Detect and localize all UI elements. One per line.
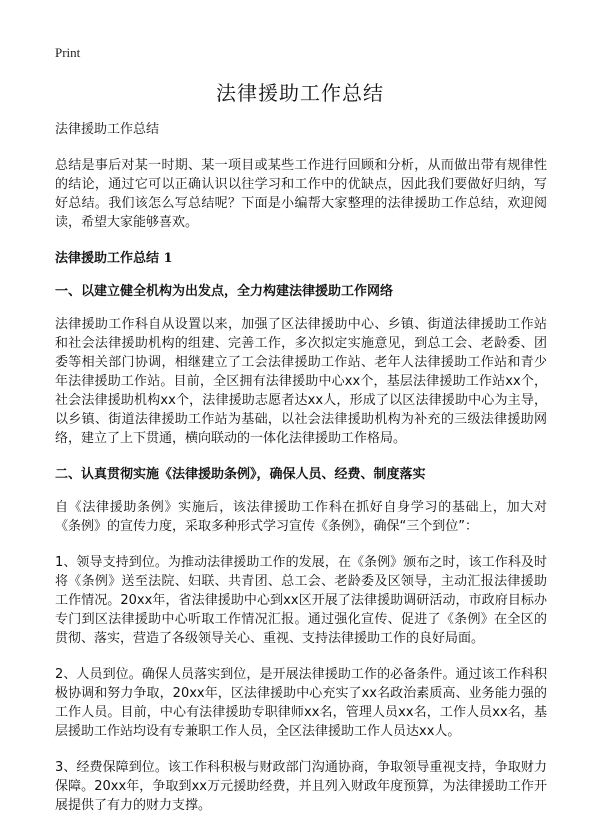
paragraph-4: 2、人员到位。确保人员落实到位，是开展法律援助工作的必备条件。通过该工作科积极协调和努力争取，20xx年，区法律援助中心充实了xx名政治素质高、业务能力强的工作人员。目前，中心有法律援助专职律师xx名，管理人员xx名，工作人员xx名，基层援助工作站均设有专兼职工作人员，全区法律援助工作人员达xx人。 [55,667,547,739]
paragraph-5: 3、经费保障到位。该工作科积极与财政部门沟通协商，争取领导重视支持，争取财力保障。20xx年，争取到xx万元援助经费，并且列入财政年度预算，为法律援助工作开展提供了有力的财力支撑。 [55,760,547,813]
subheading-2: 二、认真贯彻实施《法律援助条例》，确保人员、经费、制度落实 [55,467,426,482]
paragraph-1: 法律援助工作科自从设置以来，加强了区法律援助中心、乡镇、街道法律援助工作站和社会法律援助机构的组建、完善工作，多次拟定实施意见，到总工会、老龄委、团委等相关部门协调，相继建立了工会法律援助工作站、老年人法律援助工作站和青少年法律援助工作站。目前，全区拥有法律援助中心xx个，基层法律援助工作站xx个，社会法律援助机构xx个，法律援助志愿者达xx人，形成了以区法律援助中心为主导，以乡镇、街道法律援助工作站为基础，以社会法律援助机构为补充的三级法律援助网络，建立了上下贯通，横向联动的一体化法律援助工作格局。 [55,317,547,446]
subheading-1: 一、以建立健全机构为出发点，全力构建法律援助工作网络 [55,284,394,299]
page-title: 法律援助工作总结 [216,81,384,105]
paragraph-3: 1、领导支持到位。为推动法律援助工作的发展，在《条例》颁布之时，该工作科及时将《条例》送至法院、妇联、共青团、总工会、老龄委及区领导，主动汇报法律援助工作情况。20xx年，省法律援助中心到xx区开展了法律援助调研活动，市政府目标办专门到区法律援助中心听取工作情况汇报。通过强化宣传、促进了《条例》在全区的贯彻、落实，营造了各级领导关心、重视、支持法律援助工作的良好局面。 [55,555,547,646]
print-link[interactable]: Print [55,45,81,60]
paragraph-2: 自《法律援助条例》实施后，该法律援助工作科在抓好自身学习的基础上，加大对《条例》的宣传力度，采取多种形式学习宣传《条例》，确保“三个到位”： [55,500,547,534]
section-heading: 法律援助工作总结 1 [55,251,173,266]
document-subtitle: 法律援助工作总结 [55,122,160,137]
intro-paragraph: 总结是事后对某一时期、某一项目或某些工作进行回顾和分析，从而做出带有规律性的结论，通过它可以正确认识以往学习和工作中的优缺点，因此我们要做好归纳，写好总结。我们该怎么写总结呢？下面是小编帮大家整理的法律援助工作总结，欢迎阅读，希望大家能够喜欢。 [55,158,547,230]
document-body [55,120,547,832]
